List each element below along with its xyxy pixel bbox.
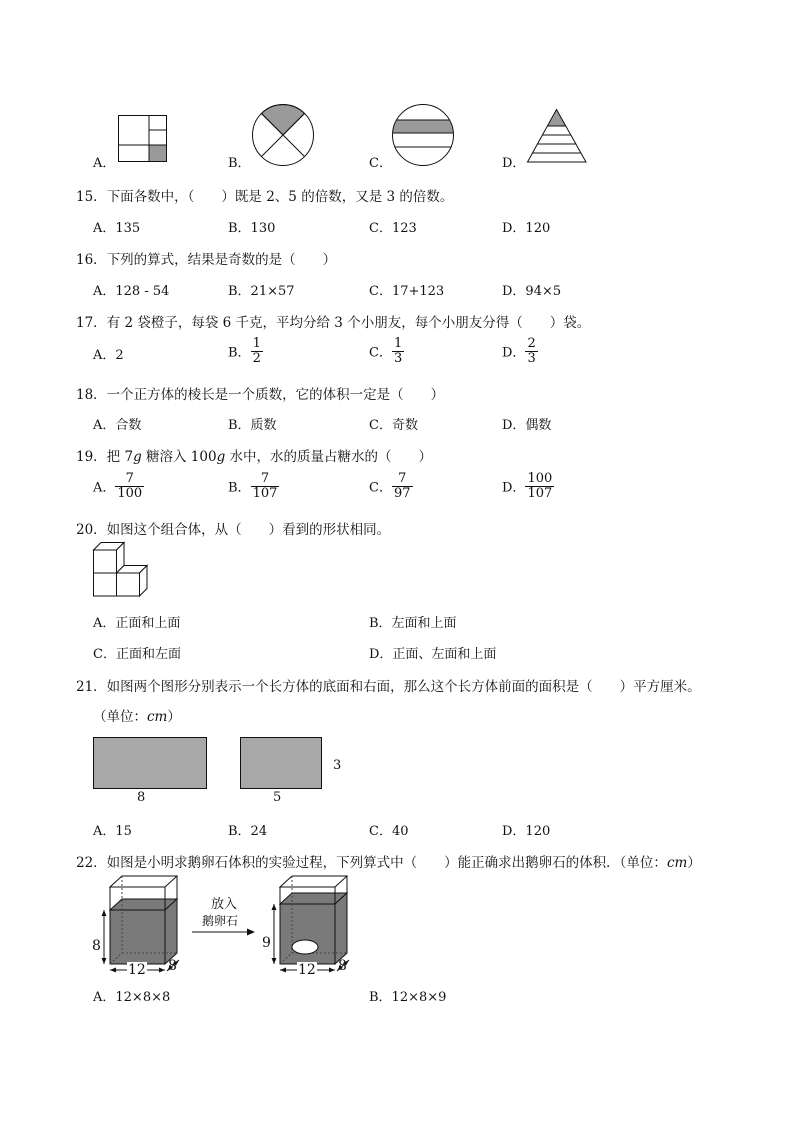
right-height-label: 9 [262, 935, 271, 951]
q14-option-a-letter[interactable]: A． [93, 156, 116, 171]
q19-text-pre: 19．把 7 [76, 449, 134, 465]
denominator: 107 [527, 485, 553, 501]
fraction [115, 472, 144, 500]
q18-option-d[interactable]: D．偶数 [502, 418, 552, 433]
q16-option-a[interactable]: A．128 - 54 [93, 284, 170, 299]
label-5: 5 [273, 790, 282, 805]
q21-option-d[interactable]: D．120 [502, 824, 551, 839]
left-depth-label: 8 [168, 958, 177, 974]
q18-option-a[interactable]: A．合数 [93, 418, 142, 433]
triangle-layers-icon [527, 109, 587, 163]
q17-option-a[interactable]: A．2 [93, 348, 124, 363]
q15-option-b[interactable]: B．130 [228, 221, 276, 236]
q15-option-c[interactable]: C．123 [369, 221, 417, 236]
q21-option-c[interactable]: C．40 [369, 824, 409, 839]
fraction [392, 337, 404, 365]
pebble-icon [292, 940, 318, 954]
denominator: 3 [393, 350, 403, 366]
label-3: 3 [333, 758, 342, 773]
q15-option-d[interactable]: D．120 [502, 221, 551, 236]
unit-cm: cm [666, 855, 688, 871]
fraction [392, 472, 413, 500]
q18-text: 18．一个正方体的棱长是一个质数，它的体积一定是（ ） [76, 387, 445, 403]
numerator: 1 [393, 336, 403, 351]
q19-text [76, 445, 432, 465]
unit-post: ） [167, 709, 181, 725]
numerator: 2 [527, 336, 536, 351]
square-grid-icon [118, 115, 168, 163]
cube-assembly-figure [93, 542, 155, 602]
q20-option-c[interactable]: C．正面和左面 [93, 647, 181, 662]
q21-option-b[interactable]: B．24 [228, 824, 268, 839]
q14-option-c-letter[interactable]: C． [369, 156, 392, 171]
fraction [251, 337, 263, 365]
q22-text [76, 851, 701, 871]
q17-option-d[interactable] [502, 337, 538, 365]
unit-g: g [216, 449, 226, 465]
q20-text: 20．如图这个组合体，从（ ）看到的形状相同。 [76, 522, 391, 538]
q19-text-post: 水中，水的质量占糖水的（ ） [225, 449, 433, 465]
q16-option-c[interactable]: C．17+123 [369, 284, 445, 299]
unit-pre: （单位： [93, 709, 147, 725]
q15-text: 15．下面各数中，（ ）既是 2、5 的倍数，又是 3 的倍数。 [76, 189, 454, 205]
arrow-right-icon [192, 927, 256, 937]
denominator: 107 [252, 485, 278, 501]
fraction [251, 472, 280, 500]
left-width-label: 12 [128, 962, 146, 978]
q16-option-b[interactable]: B．21×57 [228, 284, 295, 299]
denominator: 2 [252, 350, 261, 366]
q19-option-d-letter: D． [502, 480, 526, 496]
unit-cm: cm [147, 709, 168, 725]
numerator: 100 [527, 471, 553, 486]
q17-option-c[interactable] [369, 337, 404, 365]
q20-option-d[interactable]: D．正面、左面和上面 [369, 647, 497, 662]
q19-option-a[interactable] [93, 472, 144, 500]
q14-option-d-letter[interactable]: D． [502, 156, 526, 171]
q22-option-a[interactable]: A．12×8×8 [93, 990, 171, 1005]
q21-option-a[interactable]: A．15 [93, 824, 132, 839]
denominator: 97 [393, 485, 411, 501]
q22-text-main: 22．如图是小明求鹅卵石体积的实验过程，下列算式中（ ）能正确求出鹅卵石的体积．（单位： [76, 855, 667, 871]
base-rectangle [93, 737, 207, 789]
q18-option-b[interactable]: B．质数 [228, 418, 277, 433]
fraction [525, 472, 554, 500]
q17-option-b[interactable] [228, 337, 263, 365]
q19-text-mid: 糖溶入 100 [141, 449, 217, 465]
q17-option-d-letter: D． [502, 345, 526, 361]
fraction [525, 337, 537, 365]
right-depth-label: 8 [338, 958, 347, 974]
numerator: 7 [115, 472, 144, 487]
q18-option-c[interactable]: C．奇数 [369, 418, 418, 433]
denominator: 3 [527, 350, 536, 366]
q17-option-b-letter: B． [228, 345, 251, 361]
arrow-top-label: 放入 [211, 897, 238, 912]
numerator: 7 [251, 472, 280, 487]
q20-option-a[interactable]: A．正面和上面 [93, 616, 181, 631]
numerator: 1 [252, 336, 261, 351]
unit-post: ） [687, 855, 701, 871]
q19-option-d[interactable] [502, 472, 554, 500]
unit-g: g [133, 449, 142, 465]
q17-option-c-letter: C． [369, 345, 392, 361]
q22-option-b[interactable]: B．12×8×9 [369, 990, 447, 1005]
q21-text: 21．如图两个图形分别表示一个长方体的底面和右面，那么这个长方体前面的面积是（ ）平方厘米。 [76, 679, 701, 695]
circle-band-icon [392, 104, 454, 166]
label-8: 8 [137, 790, 146, 805]
right-face-rectangle [240, 737, 322, 789]
arrow-bottom-label: 鹅卵石 [202, 914, 239, 928]
q19-option-b[interactable] [228, 472, 279, 500]
left-height-label: 8 [92, 938, 101, 954]
q16-text: 16．下列的算式，结果是奇数的是（ ） [76, 252, 337, 268]
q21-unit [93, 705, 181, 725]
circle-quarters-icon [252, 104, 314, 166]
right-width-label: 12 [298, 962, 316, 978]
q19-option-a-letter: A． [93, 480, 116, 496]
denominator: 100 [117, 485, 143, 501]
shaded-cell [149, 145, 167, 162]
q19-option-c[interactable] [369, 472, 413, 500]
q15-option-a[interactable]: A．135 [93, 221, 141, 236]
q19-option-c-letter: C． [369, 480, 392, 496]
q17-text: 17．有 2 袋橙子，每袋 6 千克，平均分给 3 个小朋友，每个小朋友分得（ ）袋。 [76, 315, 591, 331]
numerator: 7 [392, 472, 413, 487]
q14-option-b-letter[interactable]: B． [228, 156, 251, 171]
q16-option-d[interactable]: D．94×5 [502, 284, 562, 299]
q19-option-b-letter: B． [228, 480, 251, 496]
q20-option-b[interactable]: B．左面和上面 [369, 616, 457, 631]
